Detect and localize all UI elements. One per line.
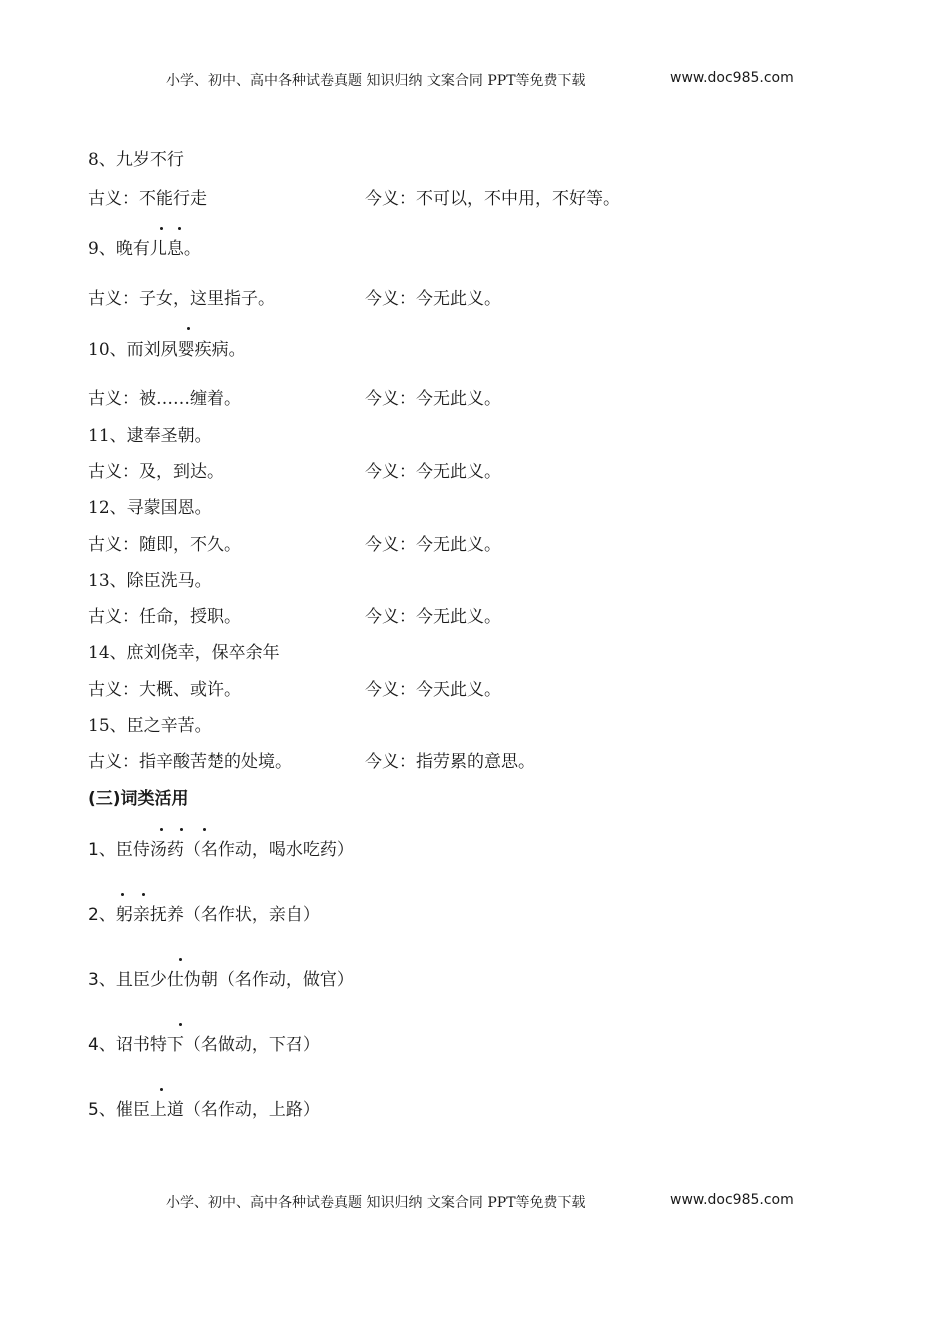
usage-number: 1、 (88, 840, 116, 860)
emphasis-dot (142, 893, 145, 896)
ancient-meaning: 古义：随即，不久。 (88, 535, 241, 555)
footer-text: 小学、初中、高中各种试卷真题 知识归纳 文案合同 PPT等免费下载 (166, 1195, 586, 1211)
usage-item (88, 900, 320, 925)
item-sentence: 8、九岁不行 (88, 150, 184, 170)
usage-text: 躬亲抚养（名作状，亲自） (115, 905, 320, 925)
item-sentence: 9、晚有儿息。 (88, 239, 201, 259)
item-sentence: 15、臣之辛苦。 (88, 716, 212, 736)
usage-item (88, 965, 354, 990)
modern-meaning: 今义：今无此义。 (365, 389, 501, 409)
usage-number: 3、 (88, 970, 116, 990)
usage-text: 催臣上道（名作动，上路） (115, 1100, 320, 1120)
usage-number: 2、 (88, 905, 116, 925)
header-site: www.doc985.com (670, 70, 794, 86)
modern-meaning: 今义：今无此义。 (365, 289, 501, 309)
emphasis-dot (160, 1088, 163, 1091)
modern-meaning: 今义：今天此义。 (365, 680, 501, 700)
header-text: 小学、初中、高中各种试卷真题 知识归纳 文案合同 PPT等免费下载 (166, 73, 586, 89)
item-sentence: 12、寻蒙国恩。 (88, 498, 212, 518)
emphasis-dot (160, 227, 163, 230)
ancient-meaning: 古义：指辛酸苦楚的处境。 (88, 752, 292, 772)
usage-text: 诏书特下（名做动，下召） (115, 1035, 320, 1055)
section-title: (三)词类活用 (88, 789, 189, 809)
ancient-meaning: 古义：不能行走 (88, 189, 207, 209)
item-sentence: 10、而刘夙婴疾病。 (88, 340, 246, 360)
item-sentence: 13、除臣洗马。 (88, 571, 212, 591)
item-sentence: 14、庶刘侥幸，保卒余年 (88, 643, 280, 663)
emphasis-dot (179, 958, 182, 961)
usage-item (88, 835, 354, 860)
modern-meaning: 今义：今无此义。 (365, 462, 501, 482)
item-sentence: 11、逮奉圣朝。 (88, 426, 212, 446)
usage-number: 4、 (88, 1035, 116, 1055)
emphasis-dot (160, 828, 163, 831)
emphasis-dot (187, 327, 190, 330)
usage-item (88, 1095, 320, 1120)
emphasis-dot (179, 1023, 182, 1026)
ancient-meaning: 古义：子女，这里指子。 (88, 289, 275, 309)
usage-text: 且臣少仕伪朝（名作动，做官） (115, 970, 354, 990)
modern-meaning: 今义：不可以，不中用，不好等。 (365, 189, 620, 209)
modern-meaning: 今义：今无此义。 (365, 535, 501, 555)
ancient-meaning: 古义：及，到达。 (88, 462, 224, 482)
usage-item (88, 1030, 320, 1055)
emphasis-dot (180, 828, 183, 831)
modern-meaning: 今义：指劳累的意思。 (365, 752, 535, 772)
emphasis-dot (203, 828, 206, 831)
ancient-meaning: 古义：任命，授职。 (88, 607, 241, 627)
modern-meaning: 今义：今无此义。 (365, 607, 501, 627)
emphasis-dot (178, 227, 181, 230)
usage-text: 臣侍汤药（名作动，喝水吃药） (115, 840, 354, 860)
usage-number: 5、 (88, 1100, 116, 1120)
footer-site: www.doc985.com (670, 1192, 794, 1208)
ancient-meaning: 古义：被……缠着。 (88, 389, 241, 409)
ancient-meaning: 古义：大概、或许。 (88, 680, 241, 700)
emphasis-dot (121, 893, 124, 896)
